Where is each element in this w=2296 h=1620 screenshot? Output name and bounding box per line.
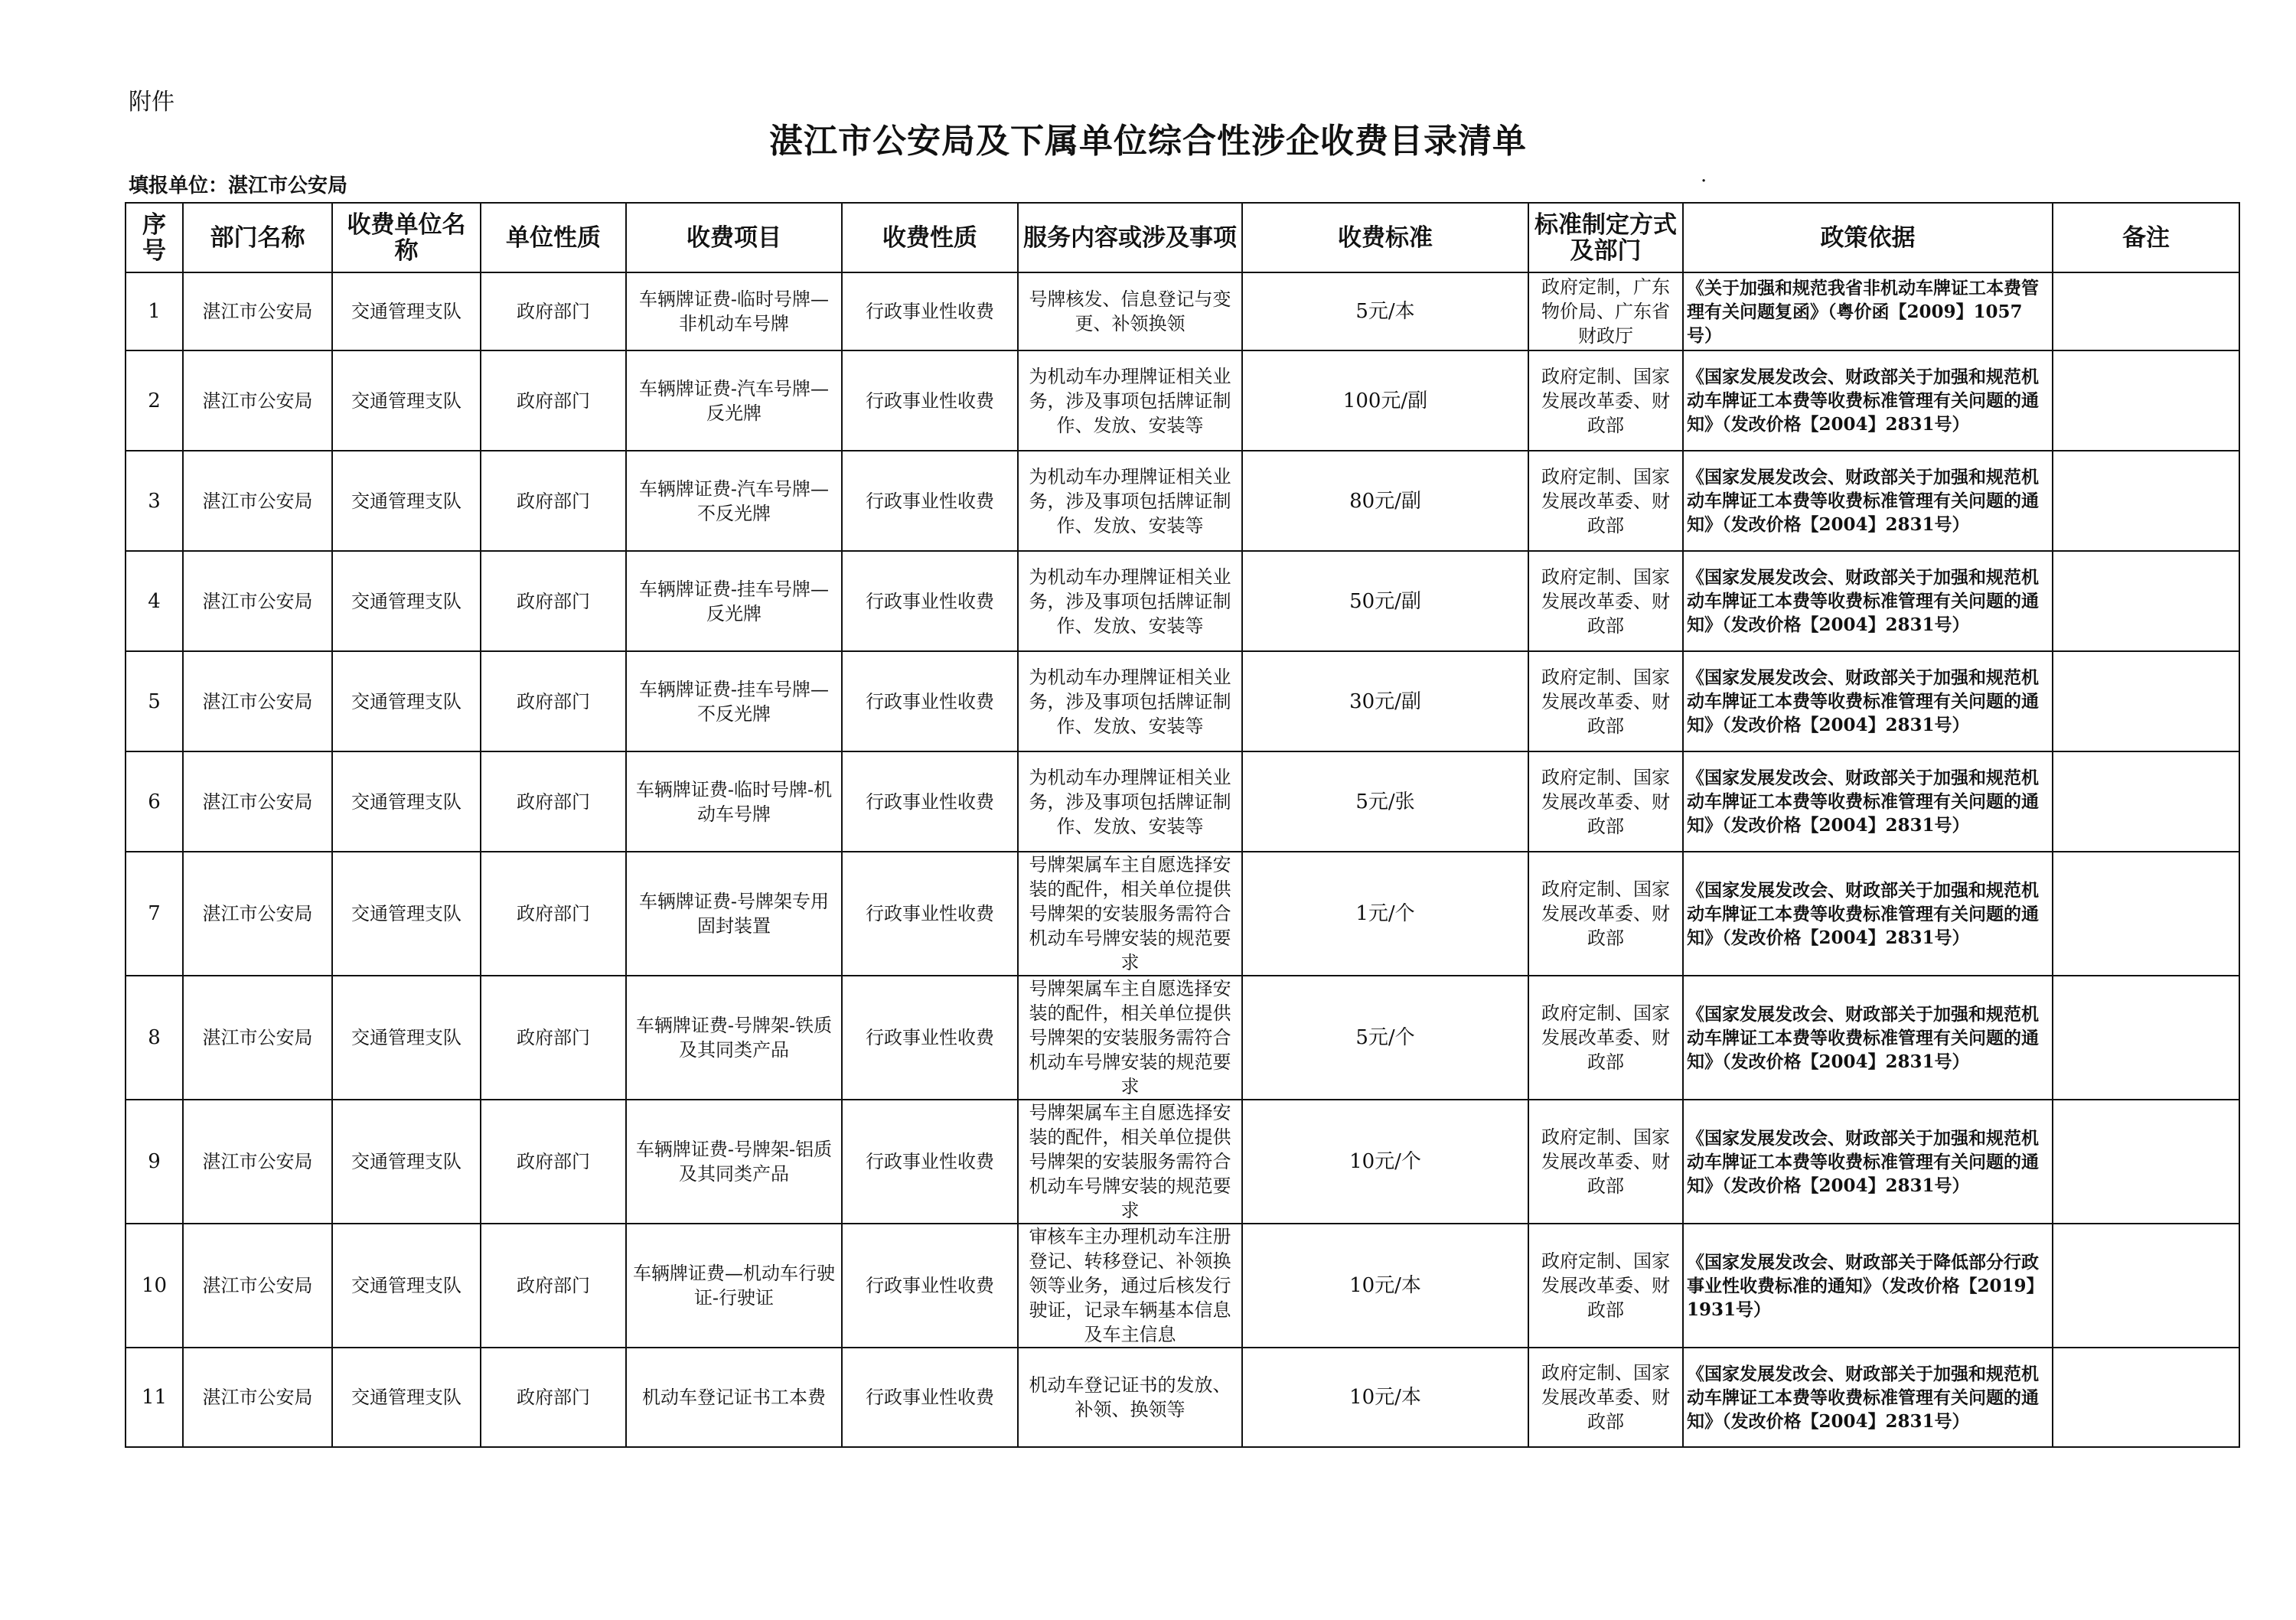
cell-fee-nature: 行政事业性收费: [842, 272, 1018, 350]
table-row: [126, 651, 2239, 751]
col-header-nature: 单位性质: [481, 203, 626, 272]
cell-remark: [2053, 350, 2239, 451]
cell-basis: 《国家发展发改会、财政部关于加强和规范机动车牌证工本费等收费标准管理有关问题的通知》（发改价格【2004】2831号）: [1683, 651, 2053, 751]
cell-no: 10: [126, 1224, 183, 1348]
cell-fee-nature: 行政事业性收费: [842, 350, 1018, 451]
table-row: [126, 272, 2239, 350]
cell-method: 政府定制、国家发展改革委、财政部: [1528, 852, 1683, 976]
cell-basis: 《关于加强和规范我省非机动车牌证工本费管理有关问题复函》（粤价函【2009】1057号）: [1683, 272, 2053, 350]
cell-method: 政府定制、国家发展改革委、财政部: [1528, 451, 1683, 551]
cell-nature: 政府部门: [481, 272, 626, 350]
cell-service: 号牌核发、信息登记与变更、补领换领: [1018, 272, 1242, 350]
cell-item: 车辆牌证费-号牌架-铁质及其同类产品: [626, 976, 842, 1100]
attachment-label: 附件: [129, 89, 174, 116]
col-header-method: 标准制定方式及部门: [1528, 203, 1683, 272]
cell-nature: 政府部门: [481, 651, 626, 751]
cell-unit: 交通管理支队: [332, 751, 481, 852]
cell-item: 车辆牌证费-临时号牌-机动车号牌: [626, 751, 842, 852]
col-header-basis: 政策依据: [1683, 203, 2053, 272]
cell-item: 车辆牌证费-挂车号牌—反光牌: [626, 551, 842, 651]
cell-method: 政府定制、国家发展改革委、财政部: [1528, 1224, 1683, 1348]
cell-dept: 湛江市公安局: [183, 852, 332, 976]
cell-fee-nature: 行政事业性收费: [842, 751, 1018, 852]
cell-item: 车辆牌证费-号牌架-铝质及其同类产品: [626, 1100, 842, 1224]
cell-item: 机动车登记证书工本费: [626, 1348, 842, 1447]
table-row: [126, 551, 2239, 651]
cell-no: 6: [126, 751, 183, 852]
cell-method: 政府定制、国家发展改革委、财政部: [1528, 976, 1683, 1100]
cell-item: 车辆牌证费-号牌架专用固封装置: [626, 852, 842, 976]
cell-no: 2: [126, 350, 183, 451]
cell-unit: 交通管理支队: [332, 272, 481, 350]
cell-nature: 政府部门: [481, 751, 626, 852]
cell-nature: 政府部门: [481, 451, 626, 551]
cell-service: 为机动车办理牌证相关业务，涉及事项包括牌证制作、发放、安装等: [1018, 451, 1242, 551]
cell-standard: 5元/本: [1242, 272, 1528, 350]
cell-dept: 湛江市公安局: [183, 976, 332, 1100]
col-header-dept: 部门名称: [183, 203, 332, 272]
cell-unit: 交通管理支队: [332, 852, 481, 976]
cell-standard: 10元/本: [1242, 1348, 1528, 1447]
table-row: [126, 451, 2239, 551]
cell-standard: 5元/个: [1242, 976, 1528, 1100]
cell-no: 1: [126, 272, 183, 350]
cell-method: 政府定制、国家发展改革委、财政部: [1528, 1100, 1683, 1224]
cell-dept: 湛江市公安局: [183, 350, 332, 451]
cell-standard: 30元/副: [1242, 651, 1528, 751]
cell-nature: 政府部门: [481, 1348, 626, 1447]
cell-basis: 《国家发展发改会、财政部关于降低部分行政事业性收费标准的通知》（发改价格【2019】1931号）: [1683, 1224, 2053, 1348]
cell-remark: [2053, 1100, 2239, 1224]
table-header-row: [126, 203, 2239, 272]
cell-item: 车辆牌证费-临时号牌—非机动车号牌: [626, 272, 842, 350]
cell-dept: 湛江市公安局: [183, 751, 332, 852]
cell-method: 政府定制、国家发展改革委、财政部: [1528, 350, 1683, 451]
cell-dept: 湛江市公安局: [183, 1224, 332, 1348]
cell-fee-nature: 行政事业性收费: [842, 1348, 1018, 1447]
cell-remark: [2053, 272, 2239, 350]
col-header-unit: 收费单位名称: [332, 203, 481, 272]
col-header-no: 序号: [126, 203, 183, 272]
cell-remark: [2053, 1224, 2239, 1348]
cell-basis: 《国家发展发改会、财政部关于加强和规范机动车牌证工本费等收费标准管理有关问题的通知》（发改价格【2004】2831号）: [1683, 751, 2053, 852]
cell-method: 政府定制、国家发展改革委、财政部: [1528, 551, 1683, 651]
cell-unit: 交通管理支队: [332, 551, 481, 651]
cell-nature: 政府部门: [481, 1224, 626, 1348]
cell-standard: 50元/副: [1242, 551, 1528, 651]
cell-nature: 政府部门: [481, 852, 626, 976]
cell-no: 7: [126, 852, 183, 976]
cell-nature: 政府部门: [481, 1100, 626, 1224]
cell-no: 8: [126, 976, 183, 1100]
cell-fee-nature: 行政事业性收费: [842, 976, 1018, 1100]
table-row: [126, 751, 2239, 852]
cell-service: 机动车登记证书的发放、补领、换领等: [1018, 1348, 1242, 1447]
table-row: [126, 1348, 2239, 1447]
col-header-fee-nature: 收费性质: [842, 203, 1018, 272]
cell-service: 号牌架属车主自愿选择安装的配件，相关单位提供号牌架的安装服务需符合机动车号牌安装的规范要求: [1018, 1100, 1242, 1224]
cell-dept: 湛江市公安局: [183, 272, 332, 350]
cell-service: 为机动车办理牌证相关业务，涉及事项包括牌证制作、发放、安装等: [1018, 350, 1242, 451]
col-header-item: 收费项目: [626, 203, 842, 272]
cell-service: 号牌架属车主自愿选择安装的配件，相关单位提供号牌架的安装服务需符合机动车号牌安装的规范要求: [1018, 852, 1242, 976]
cell-standard: 5元/张: [1242, 751, 1528, 852]
cell-dept: 湛江市公安局: [183, 1348, 332, 1447]
cell-unit: 交通管理支队: [332, 1100, 481, 1224]
cell-unit: 交通管理支队: [332, 350, 481, 451]
cell-fee-nature: 行政事业性收费: [842, 1224, 1018, 1348]
cell-standard: 100元/副: [1242, 350, 1528, 451]
cell-standard: 10元/本: [1242, 1224, 1528, 1348]
filler-unit: 填报单位：湛江市公安局: [129, 174, 348, 197]
table-row: [126, 976, 2239, 1100]
cell-method: 政府定制、国家发展改革委、财政部: [1528, 1348, 1683, 1447]
cell-standard: 1元/个: [1242, 852, 1528, 976]
cell-unit: 交通管理支队: [332, 1224, 481, 1348]
cell-remark: [2053, 751, 2239, 852]
col-header-remark: 备注: [2053, 203, 2239, 272]
col-header-standard: 收费标准: [1242, 203, 1528, 272]
cell-basis: 《国家发展发改会、财政部关于加强和规范机动车牌证工本费等收费标准管理有关问题的通知》（发改价格【2004】2831号）: [1683, 976, 2053, 1100]
cell-unit: 交通管理支队: [332, 1348, 481, 1447]
cell-fee-nature: 行政事业性收费: [842, 551, 1018, 651]
cell-remark: [2053, 976, 2239, 1100]
cell-method: 政府定制、国家发展改革委、财政部: [1528, 751, 1683, 852]
table-row: [126, 852, 2239, 976]
cell-nature: 政府部门: [481, 551, 626, 651]
cell-no: 4: [126, 551, 183, 651]
cell-remark: [2053, 852, 2239, 976]
cell-basis: 《国家发展发改会、财政部关于加强和规范机动车牌证工本费等收费标准管理有关问题的通知》（发改价格【2004】2831号）: [1683, 1348, 2053, 1447]
cell-dept: 湛江市公安局: [183, 551, 332, 651]
cell-no: 3: [126, 451, 183, 551]
cell-basis: 《国家发展发改会、财政部关于加强和规范机动车牌证工本费等收费标准管理有关问题的通知》（发改价格【2004】2831号）: [1683, 350, 2053, 451]
table-row: [126, 1100, 2239, 1224]
cell-service: 为机动车办理牌证相关业务，涉及事项包括牌证制作、发放、安装等: [1018, 651, 1242, 751]
cell-remark: [2053, 451, 2239, 551]
table-row: [126, 1224, 2239, 1348]
cell-basis: 《国家发展发改会、财政部关于加强和规范机动车牌证工本费等收费标准管理有关问题的通知》（发改价格【2004】2831号）: [1683, 451, 2053, 551]
cell-dept: 湛江市公安局: [183, 651, 332, 751]
cell-dept: 湛江市公安局: [183, 1100, 332, 1224]
cell-no: 11: [126, 1348, 183, 1447]
cell-service: 为机动车办理牌证相关业务，涉及事项包括牌证制作、发放、安装等: [1018, 751, 1242, 852]
stray-mark: ·: [1701, 170, 1707, 193]
cell-item: 车辆牌证费-挂车号牌—不反光牌: [626, 651, 842, 751]
cell-method: 政府定制，广东物价局、广东省财政厅: [1528, 272, 1683, 350]
cell-fee-nature: 行政事业性收费: [842, 852, 1018, 976]
cell-unit: 交通管理支队: [332, 651, 481, 751]
cell-standard: 10元/个: [1242, 1100, 1528, 1224]
cell-basis: 《国家发展发改会、财政部关于加强和规范机动车牌证工本费等收费标准管理有关问题的通知》（发改价格【2004】2831号）: [1683, 1100, 2053, 1224]
cell-service: 为机动车办理牌证相关业务，涉及事项包括牌证制作、发放、安装等: [1018, 551, 1242, 651]
cell-remark: [2053, 551, 2239, 651]
cell-standard: 80元/副: [1242, 451, 1528, 551]
cell-remark: [2053, 651, 2239, 751]
cell-service: 审核车主办理机动车注册登记、转移登记、补领换领等业务，通过后核发行驶证，记录车辆基本信息及车主信息: [1018, 1224, 1242, 1348]
cell-unit: 交通管理支队: [332, 451, 481, 551]
fee-table: [125, 202, 2240, 1448]
cell-basis: 《国家发展发改会、财政部关于加强和规范机动车牌证工本费等收费标准管理有关问题的通知》（发改价格【2004】2831号）: [1683, 852, 2053, 976]
cell-no: 9: [126, 1100, 183, 1224]
table-row: [126, 350, 2239, 451]
cell-service: 号牌架属车主自愿选择安装的配件，相关单位提供号牌架的安装服务需符合机动车号牌安装的规范要求: [1018, 976, 1242, 1100]
cell-dept: 湛江市公安局: [183, 451, 332, 551]
cell-no: 5: [126, 651, 183, 751]
cell-unit: 交通管理支队: [332, 976, 481, 1100]
col-header-service: 服务内容或涉及事项: [1018, 203, 1242, 272]
cell-fee-nature: 行政事业性收费: [842, 651, 1018, 751]
cell-item: 车辆牌证费-汽车号牌—反光牌: [626, 350, 842, 451]
cell-method: 政府定制、国家发展改革委、财政部: [1528, 651, 1683, 751]
cell-nature: 政府部门: [481, 350, 626, 451]
cell-fee-nature: 行政事业性收费: [842, 1100, 1018, 1224]
cell-fee-nature: 行政事业性收费: [842, 451, 1018, 551]
cell-basis: 《国家发展发改会、财政部关于加强和规范机动车牌证工本费等收费标准管理有关问题的通知》（发改价格【2004】2831号）: [1683, 551, 2053, 651]
cell-remark: [2053, 1348, 2239, 1447]
cell-nature: 政府部门: [481, 976, 626, 1100]
document-title: 湛江市公安局及下属单位综合性涉企收费目录清单: [769, 122, 1527, 161]
cell-item: 车辆牌证费-汽车号牌—不反光牌: [626, 451, 842, 551]
cell-item: 车辆牌证费—机动车行驶证-行驶证: [626, 1224, 842, 1348]
